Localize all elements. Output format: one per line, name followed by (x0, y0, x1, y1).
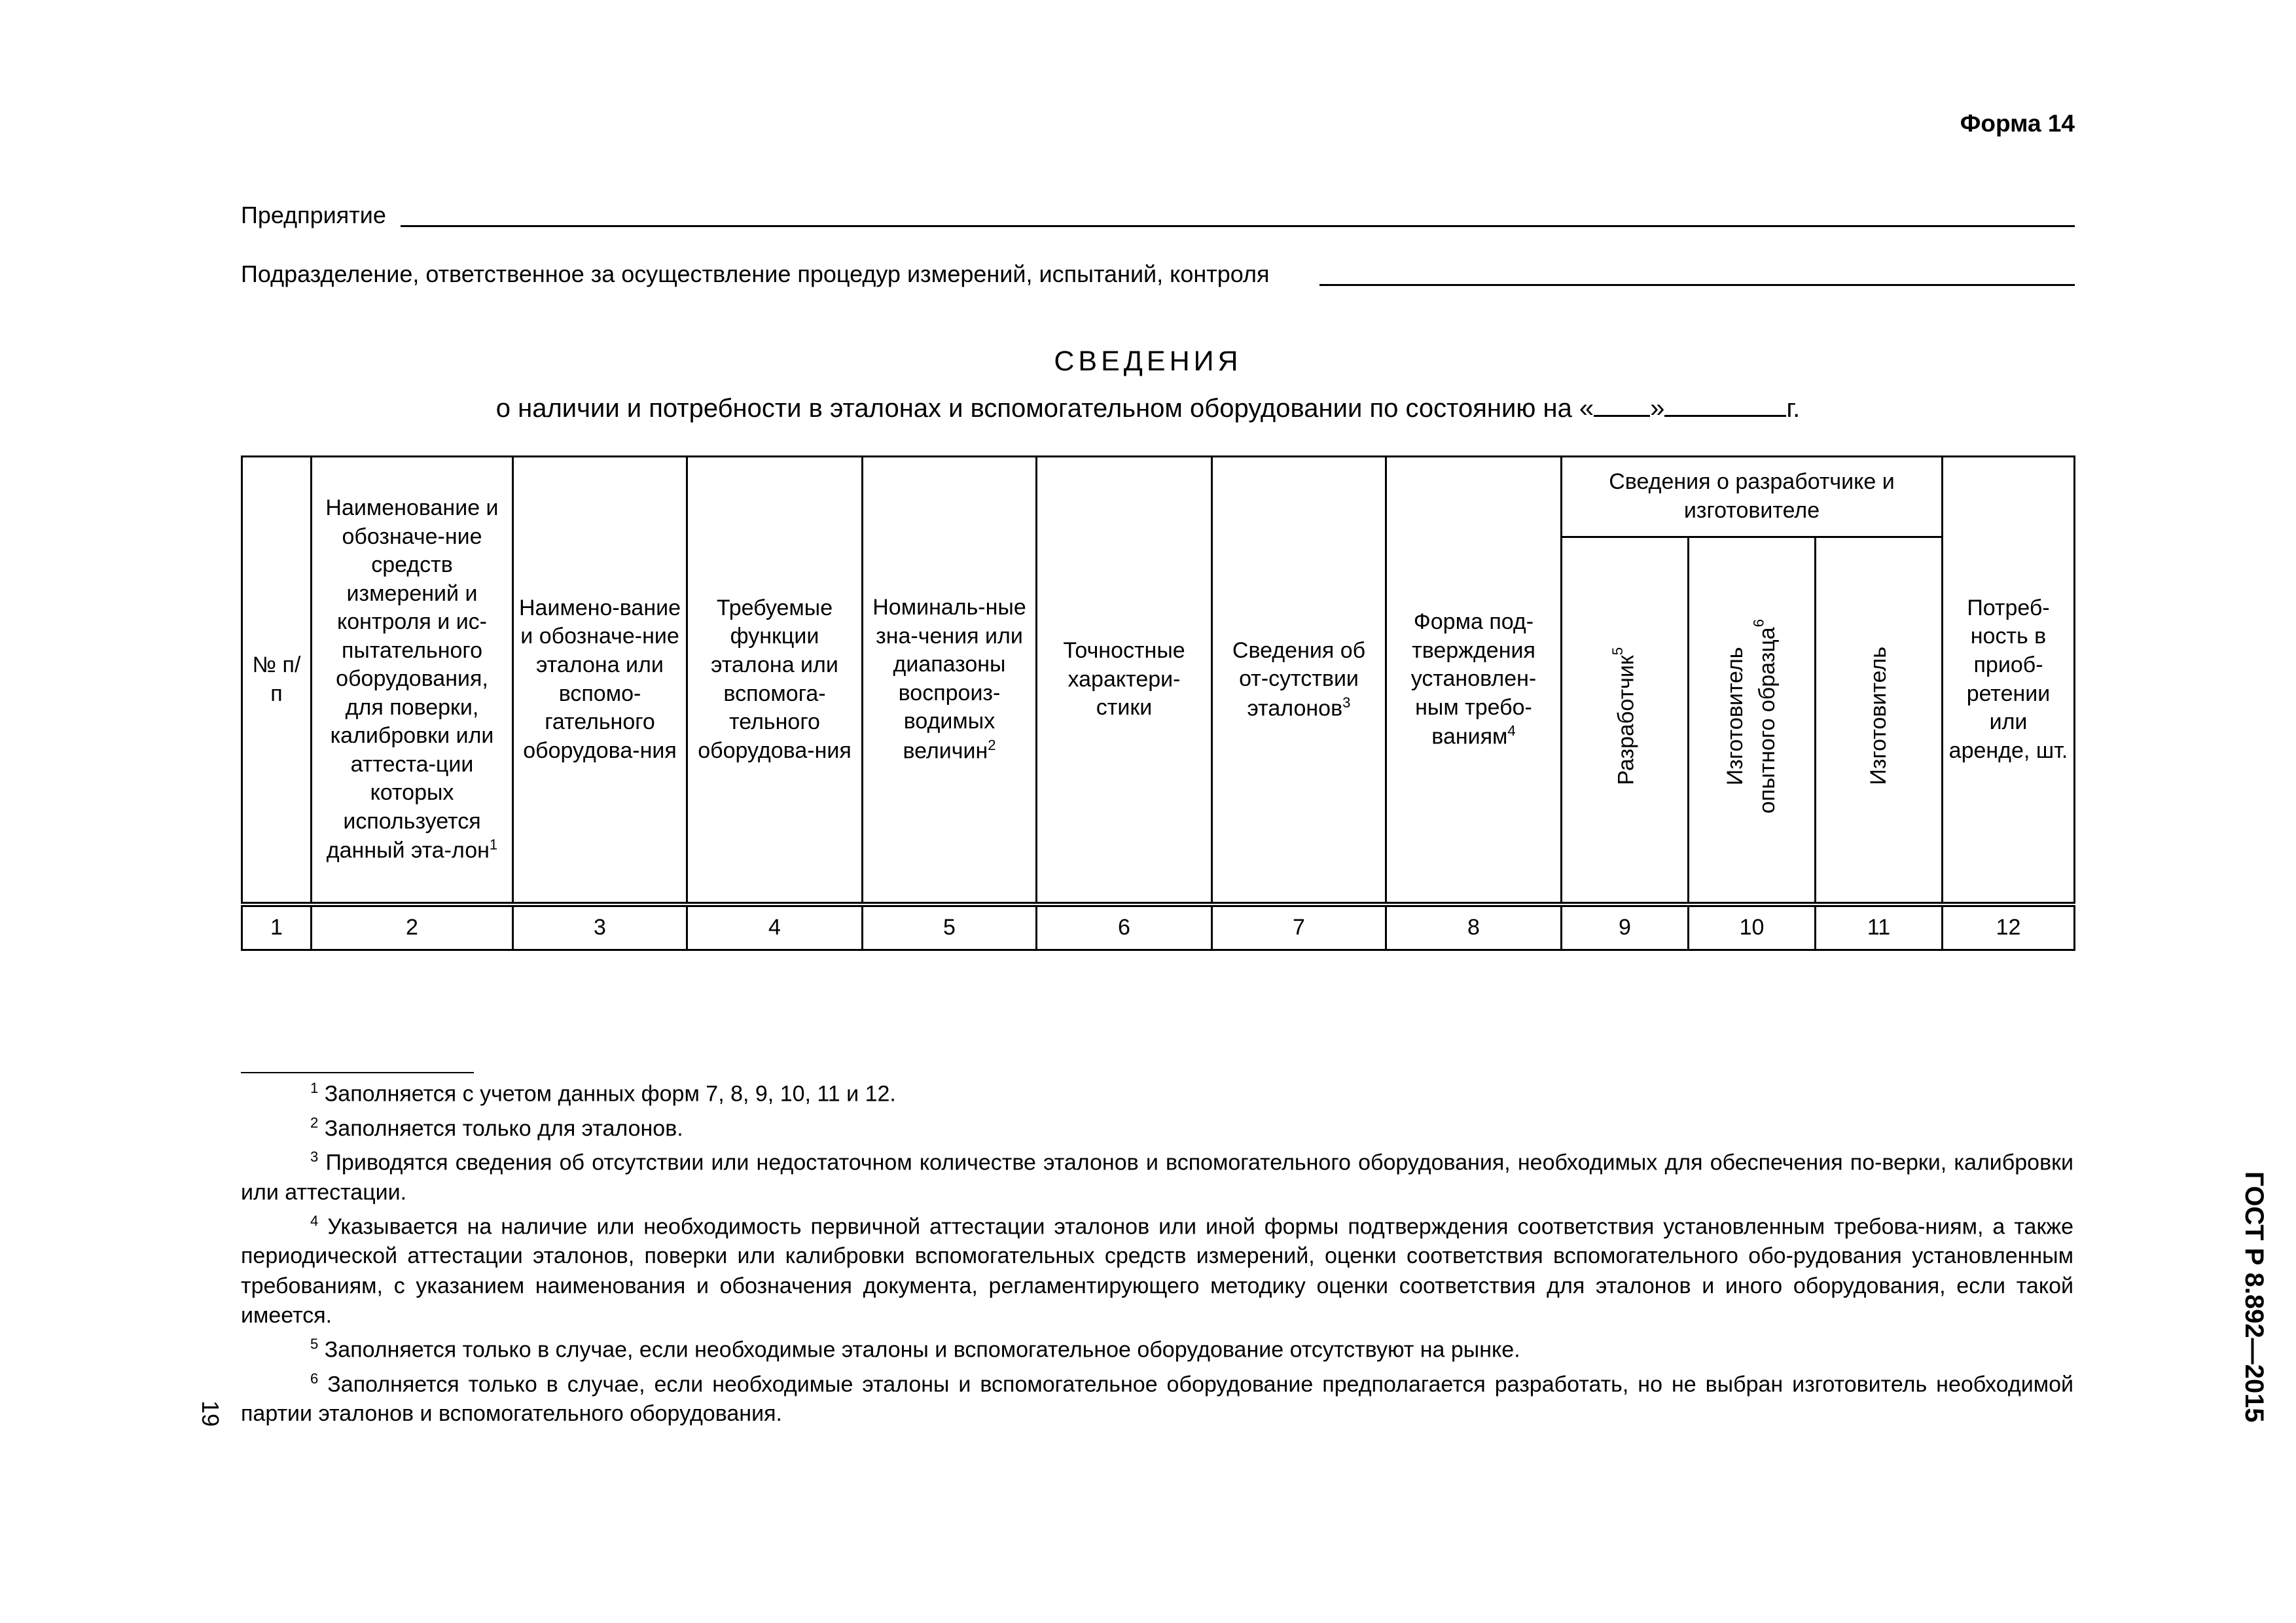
column-number: 3 (513, 904, 687, 950)
header-developer-group: Сведения о разработчике и изготовителе (1562, 457, 1943, 537)
column-number: 10 (1689, 904, 1816, 950)
footnote: $^4$ Указывается на наличие или необходимость первичной аттестации эталонов или иной формы подтверждения соответствия установленным требова-ниям, а также периодической аттестации эталонов, поверки или калибровки вспомогательных средств измерений, оценки соответствия вспомогательного обо-рудования установленным требованиям, с указанием наименования и обозначения документа, регламентирующего методику оценки соответствия для эталонов и иного оборудования, если такой имеется. (241, 1212, 2073, 1328)
standard-designation: ГОСТ Р 8.892—2015 (2240, 1171, 2269, 1423)
day-blank[interactable] (1594, 389, 1650, 417)
header-need: Потреб-ность в приоб-ретении или аренде, шт. (1943, 457, 2075, 905)
footnote-separator (241, 1072, 474, 1073)
form-label: Форма 14 (1960, 110, 2075, 137)
header-confirmation-form: Форма под-тверждения установлен-ным требо-ваниям$^4$ (1386, 457, 1562, 905)
header-standard-name: Наимено-вание и обозначе-ние эталона или вспомо-гательного оборудова-ния (513, 457, 687, 905)
column-number: 6 (1037, 904, 1212, 950)
form-table (241, 455, 2075, 951)
column-number: 9 (1562, 904, 1689, 950)
footnote: $^2$ Заполняется только для эталонов. (310, 1114, 683, 1141)
division-label: Подразделение, ответственное за осуществление процедур измерений, испытаний, контроля (241, 260, 1270, 287)
subtitle-quote-close: » (1650, 394, 1665, 423)
header-row-number: № п/п (242, 457, 312, 905)
header-instrument-name: Наименование и обозначе-ние средств измерений и контроля и ис-пытательного оборудования, для поверки, калибровки или аттеста-ции которых используется данный эта-лон$^1$ (312, 457, 513, 905)
column-number: 7 (1212, 904, 1386, 950)
month-blank[interactable] (1664, 389, 1786, 417)
enterprise-label: Предприятие (241, 202, 386, 228)
column-number: 1 (242, 904, 312, 950)
column-number-row (242, 904, 2075, 950)
header-absence-info: Сведения об от-сутствии эталонов$^3$ (1212, 457, 1386, 905)
footnote: $^1$ Заполняется с учетом данных форм 7, 8, 9, 10, 11 и 12. (310, 1080, 896, 1107)
column-number: 2 (312, 904, 513, 950)
header-manufacturer: Изготовитель (1816, 537, 1943, 905)
subtitle-text-after: г. (1786, 394, 1801, 423)
document-subtitle (0, 389, 2296, 423)
header-nominal-values: Номиналь-ные зна-чения или диапазоны воспроиз-водимых величин$^2$ (863, 457, 1037, 905)
column-number: 11 (1816, 904, 1943, 950)
footnotes (241, 1079, 2073, 1433)
header-prototype-maker: Изготовитель опытного образца$^6$ (1689, 537, 1816, 905)
column-number: 8 (1386, 904, 1562, 950)
header-developer: Разработчик$^5$ (1562, 537, 1689, 905)
column-number: 4 (687, 904, 863, 950)
header-required-functions: Требуемые функции эталона или вспомога-тельного оборудова-ния (687, 457, 863, 905)
column-number: 12 (1943, 904, 2075, 950)
document-title: СВЕДЕНИЯ (1054, 346, 1242, 377)
page-number: 19 (197, 1400, 224, 1427)
footnote: $^6$ Заполняется только в случае, если необходимые эталоны и вспомогательное оборудование предполагается разработать, но не выбран изготовитель необходимой партии эталонов и вспомогательного оборудования. (241, 1370, 2073, 1427)
column-number: 5 (863, 904, 1037, 950)
enterprise-field[interactable] (401, 225, 2075, 227)
subtitle-text-before: о наличии и потребности в эталонах и вспомогательном оборудовании по состоянию на « (495, 394, 1594, 423)
header-accuracy: Точностные характери-стики (1037, 457, 1212, 905)
division-field[interactable] (1319, 284, 2075, 286)
footnote: $^5$ Заполняется только в случае, если необходимые эталоны и вспомогательное оборудование отсутствуют на рынке. (310, 1336, 1520, 1363)
footnote: $^3$ Приводятся сведения об отсутствии или недостаточном количестве эталонов и вспомогательного оборудования, необходимых для обеспечения по-верки, калибровки или аттестации. (241, 1149, 2074, 1205)
